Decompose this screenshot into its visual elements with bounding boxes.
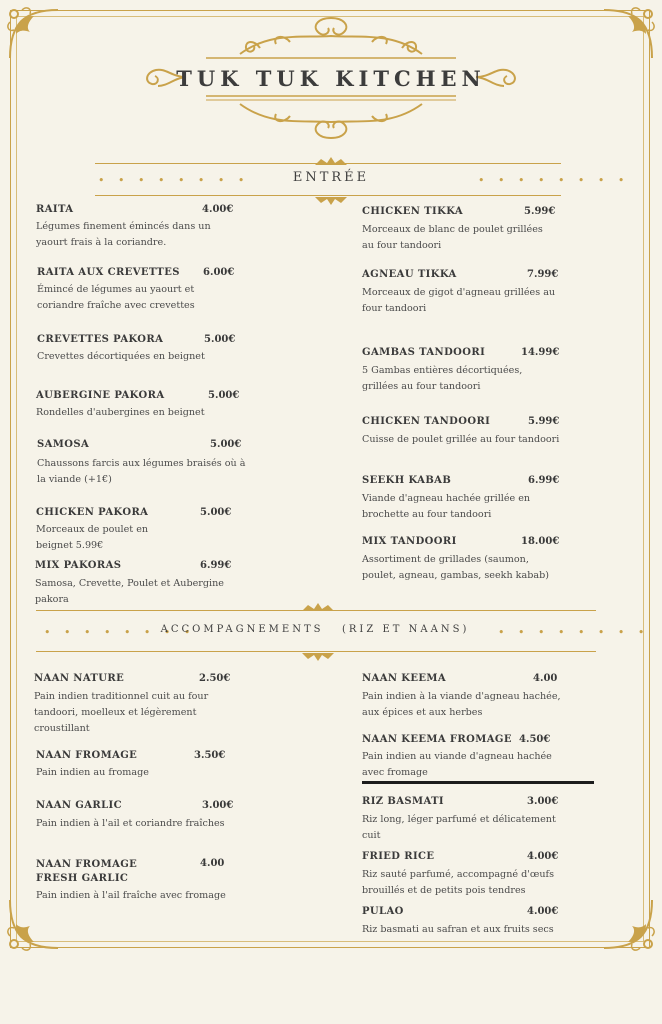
item-price: 6.00€	[203, 267, 235, 278]
item-description: Pain indien au fromage	[36, 767, 149, 778]
item-description: Légumes finement émincés dans un yaourt frais à la coriandre.	[36, 221, 211, 248]
item-name: NAAN NATURE	[34, 673, 125, 684]
item-description: Émincé de légumes au yaourt et coriandre fraîche avec crevettes	[37, 284, 195, 311]
section-title-entree: ENTRÉE	[292, 170, 370, 185]
item-name: AUBERGINE PAKORA	[36, 390, 165, 401]
item-description: Rondelles d'aubergines en beignet	[36, 407, 205, 418]
item-description: Riz basmati au safran et aux fruits secs	[362, 924, 554, 935]
item-description: Riz long, léger parfumé et délicatement cuit	[362, 814, 556, 841]
item-price: 14.99€	[521, 347, 560, 358]
item-price: 3.00€	[527, 796, 559, 807]
item-name: GAMBAS TANDOORI	[362, 347, 486, 358]
item-name: NAAN KEEMA	[362, 673, 447, 684]
item-price: 2.50€	[199, 673, 231, 684]
section-title-accompagnements: ACCOMPAGNEMENTS (RIZ ET NAANS)	[160, 624, 470, 635]
item-description: Morceaux de blanc de poulet grillées au four tandoori	[362, 224, 543, 251]
item-name: RIZ BASMATI	[362, 796, 445, 807]
item-name: NAAN KEEMA FROMAGE	[362, 734, 512, 745]
item-price: 3.00€	[202, 800, 234, 811]
item-name: SAMOSA	[37, 439, 90, 450]
item-description: Riz sauté parfumé, accompagné d'œufs brouillés et de petits pois tendres	[362, 869, 555, 896]
crown-ornament-icon	[311, 196, 351, 206]
decorative-dots: • • • • • • • •	[478, 174, 630, 187]
item-description: Morceaux de poulet en beignet 5.99€	[36, 524, 149, 551]
item-description: Crevettes décortiquées en beignet	[37, 351, 205, 362]
item-name: RAITA AUX CREVETTES	[37, 267, 180, 278]
item-price: 5.00€	[200, 507, 232, 518]
item-description: Pain indien à la viande d'agneau hachée, aux épices et aux herbes	[362, 691, 561, 718]
item-description: Pain indien à l'ail fraîche avec fromage	[36, 890, 226, 901]
restaurant-title: TUK TUK KITCHEN	[176, 66, 486, 91]
item-price: 4.50€	[519, 734, 551, 745]
item-name: PULAO	[362, 906, 404, 917]
decorative-dots: • • • • • • • •	[498, 626, 650, 639]
item-name: NAAN GARLIC	[36, 800, 122, 811]
item-description: Pain indien traditionnel cuit au four tandoori, moelleux et légèrement croustillant	[34, 691, 209, 734]
item-name: MIX PAKORAS	[35, 560, 122, 571]
item-name: FRIED RICE	[362, 851, 435, 862]
item-name: RAITA	[36, 204, 74, 215]
decorative-dots: • • • • • • • •	[44, 626, 196, 639]
item-price: 6.99€	[200, 560, 232, 571]
item-description: Samosa, Crevette, Poulet et Aubergine pakora	[35, 578, 224, 605]
item-description: Pain indien au viande d'agneau hachée avec fromage	[362, 751, 552, 778]
item-name: NAAN FROMAGE FRESH GARLIC	[36, 859, 138, 884]
item-name: SEEKH KABAB	[362, 475, 452, 486]
item-price: 18.00€	[521, 536, 560, 547]
item-price: 4.00	[533, 673, 558, 684]
item-name: MIX TANDOORI	[362, 536, 457, 547]
item-name: CHICKEN TIKKA	[362, 206, 464, 217]
item-name: CREVETTES PAKORA	[37, 334, 164, 345]
item-description: 5 Gambas entières décortiquées, grillées au four tandoori	[362, 365, 523, 392]
item-description: Pain indien à l'ail et coriandre fraîches	[36, 818, 225, 829]
item-price: 6.99€	[528, 475, 560, 486]
item-description: Cuisse de poulet grillée au four tandoori	[362, 434, 560, 445]
item-name: CHICKEN PAKORA	[36, 507, 149, 518]
item-price: 5.99€	[524, 206, 556, 217]
item-price: 5.00€	[208, 390, 240, 401]
crown-ornament-icon	[298, 602, 338, 612]
item-description: Assortiment de grillades (saumon, poulet, agneau, gambas, seekh kabab)	[362, 554, 549, 581]
item-price: 4.00€	[527, 906, 559, 917]
item-description: Viande d'agneau hachée grillée en brochette au four tandoori	[362, 493, 531, 520]
item-name: CHICKEN TANDOORI	[362, 416, 491, 427]
corner-ornament-icon	[598, 4, 658, 64]
corner-ornament-icon	[598, 894, 658, 954]
decorative-dots: • • • • • • • •	[98, 174, 250, 187]
separator-line	[362, 781, 594, 784]
item-price: 4.00€	[527, 851, 559, 862]
item-price: 4.00	[200, 858, 225, 869]
item-price: 5.00€	[210, 439, 242, 450]
item-price: 5.99€	[528, 416, 560, 427]
item-price: 5.00€	[204, 334, 236, 345]
crown-ornament-icon	[311, 156, 351, 166]
item-price: 7.99€	[527, 269, 559, 280]
item-name: AGNEAU TIKKA	[362, 269, 457, 280]
item-description: Morceaux de gigot d'agneau grillées au four tandoori	[362, 287, 556, 314]
item-price: 4.00€	[202, 204, 234, 215]
crown-ornament-icon	[298, 652, 338, 662]
item-name: NAAN FROMAGE	[36, 750, 138, 761]
item-description: Chaussons farcis aux légumes braisés où à la viande (+1€)	[37, 458, 246, 485]
item-price: 3.50€	[194, 750, 226, 761]
corner-ornament-icon	[4, 4, 64, 64]
